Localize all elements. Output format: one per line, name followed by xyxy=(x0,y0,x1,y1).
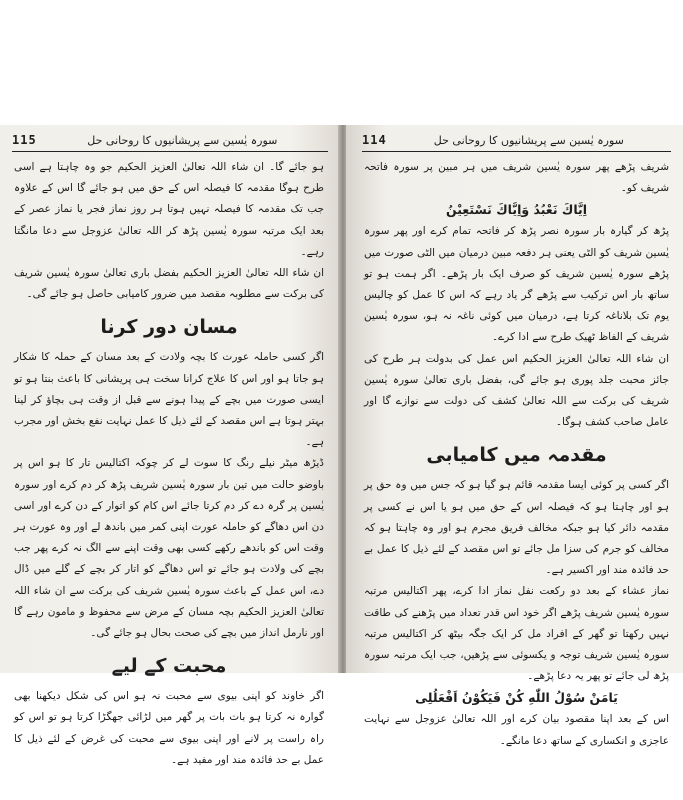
paragraph: پڑھ کر گیارہ بار سورہ نصر پڑھ کر فاتحہ تمام کرے اور پھر سورہ یٰسین شریف کو الٹی یعنی ہر دفعہ مبین درمیان میں الٹی صورت میں پڑھے سورہ یٰسین شریف کو صرف ایک بار پڑھے۔ اگر ہمت ہو تو ساتھ بار اس ترکیب سے پڑھے گر یاد رہے کہ اس کا عمل کو چالیس یوم تک بلاناغہ کرتا ہے، درمیان میں کوئی ناغہ نہ ہو، سورہ یٰسین شریف کے الفاظ ٹھیک طرح سے ادا کرے۔ xyxy=(364,225,669,344)
paragraph: شریف پڑھے پھر سورہ یٰسین شریف میں ہر مبین پر سورہ فاتحہ شریف کو۔ xyxy=(364,161,669,195)
page-body xyxy=(364,157,669,747)
right-page xyxy=(346,125,683,747)
paragraph: ہو جائے گا۔ ان شاء اللہ تعالیٰ العزیز الحکیم جو وہ چاہتا ہے اسی طرح ہوگا مقدمہ کا فیصلہ اس کے حق میں ہو جائے گا اس کے علاوہ جب تک مقدمہ کا فیصلہ نہیں ہوتا ہر روز نماز فجر یا نماز عصر کے بعد ایک مرتبہ سورہ یٰسین پڑھ کر اللہ تعالیٰ عزوجل سے دعا مانگتا رہے۔ xyxy=(14,161,324,258)
arabic-verse: يَامَنْ سُوْلُ اللّٰهِ كُنْ فَيَكُوْنُ اَفْعَلُلِی xyxy=(415,690,618,706)
arabic-verse: اِيَّاكَ نَعْبُدُ وَاِيَّاكَ نَسْتَعِيْنُ xyxy=(445,202,588,218)
header-rule xyxy=(12,151,328,152)
section-heading: مسان دور کرنا xyxy=(100,316,238,339)
paragraph: اگر کسی پر کوئی ایسا مقدمہ قائم ہو گیا ہو کہ جس میں وہ حق پر ہو اور چاہتا ہو کہ فیصلہ اس کے حق میں ہو یا اس نے کسی پر مقدمہ دائر کیا ہو جبکہ مخالف فریق مجرم ہو اور وہ چاہتا ہو کہ مخالف کو جرم کی سزا مل جائے تو اس مقصد کے لئے ذیل کا عمل بے حد فائدہ مند اور اکسیر ہے۔ xyxy=(364,479,669,577)
running-header xyxy=(12,131,328,149)
paragraph: ان شاء اللہ تعالیٰ العزیز الحکیم اس عمل کی بدولت ہر طرح کی جائز محبت جلد پوری ہو جائے گی، بفضل باری تعالیٰ سورہ یٰسین شریف کی برکت سے اللہ تعالیٰ کشف کی دولت سے نوازے گا اور عامل صاحب کشف ہوگا۔ xyxy=(364,352,669,429)
paragraph: اگر خاوند کو اپنی بیوی سے محبت نہ ہو اس کی شکل دیکھنا بھی گوارہ نہ کرتا ہو بات بات پر گھر میں لڑائی جھگڑا کرتا ہو تو اس کو راہ راست پر لانے اور اپنی بیوی سے محبت کی غرض کے لئے ذیل کا عمل بے حد فائدہ مند اور مفید ہے۔ xyxy=(14,690,324,766)
paragraph: اس کے بعد اپنا مقصود بیان کرے اور اللہ تعالیٰ عزوجل سے نہایت عاجزی و انکساری کے ساتھ دعا مانگے۔ xyxy=(364,713,669,747)
running-header xyxy=(362,131,671,149)
header-rule xyxy=(362,151,671,152)
paragraph: نماز عشاء کے بعد دو رکعت نفل نماز ادا کرے، پھر اکتالیس مرتبہ سورہ یٰسین شریف پڑھے اگر خود اس قدر تعداد میں پڑھنے کی طاقت نہیں رکھتا تو گھر کے افراد مل کر ایک جگہ بیٹھ کر اکتالیس مرتبہ سورہ یٰسین شریف توجہ و یکسوئی سے پڑھیں، جب ایک مرتبہ سورہ پڑھ لی جائے تو پھر یہ دعا پڑھے۔ xyxy=(364,585,669,683)
running-title: سورہ یٰسین سے پریشانیوں کا روحانی حل xyxy=(87,133,278,147)
section-heading: محبت کے لیے xyxy=(111,655,227,678)
paragraph: ان شاء اللہ تعالیٰ العزیز الحکیم بفضل باری تعالیٰ سورہ یٰسین شریف کی برکت سے مطلوبہ مقصد میں ضرور کامیابی حاصل ہو جائے گی۔ xyxy=(14,267,324,301)
paragraph: ڈیڑھ میٹر نیلے رنگ کا سوت لے کر چوکہ اکتالیس تار کا ہو اس پر باوضو حالت میں تین بار سورہ یٰسین شریف پڑھ کر دم کرے اور سورہ یٰسین پر گرہ دے کر دم کرتا جائے اس کام کو اتوار کے دن کرے اور اسی دن اس دھاگے کو حاملہ عورت اپنی کمر میں باندھ لے اور وہ عورت ہر وقت اس کو باندھے رکھے کسی بھی وقت اپنے سے الگ نہ کرے پھر جب بچے کی ولادت ہو جائے تو اس دھاگے کو اتار کر بچے کے گلے میں ڈال دے، اس عمل کے باعث سورہ یٰسین شریف کی برکت سے ان شاء اللہ تعالیٰ العزیز الحکیم بچہ مسان کے مرض سے محفوظ و مامون رہے گا اور نارمل انداز میں بچے کی صحت بحال ہو جائے گی۔ xyxy=(14,457,324,640)
page-number: 115 xyxy=(12,133,37,147)
page-body xyxy=(14,157,324,766)
section-heading: مقدمہ میں کامیابی xyxy=(426,444,607,467)
running-title: سورہ یٰسین سے پریشانیوں کا روحانی حل xyxy=(433,133,624,147)
open-book xyxy=(0,125,683,766)
paragraph: اگر کسی حاملہ عورت کا بچہ ولادت کے بعد مسان کے حملہ کا شکار ہو جاتا ہو اور اس کا علاج کرانا سخت ہی پریشانی کا باعث بنتا ہو تو ایسی صورت میں بچے کے پیدا ہونے سے قبل از وقت ہی بچاؤ کر لینا بہتر ہوتا ہے اس مقصد کے لئے ذیل کا عمل نہایت نفع بخش اور مجرب ہے۔ xyxy=(14,351,324,449)
page-number: 114 xyxy=(362,133,387,147)
left-page xyxy=(0,125,342,766)
